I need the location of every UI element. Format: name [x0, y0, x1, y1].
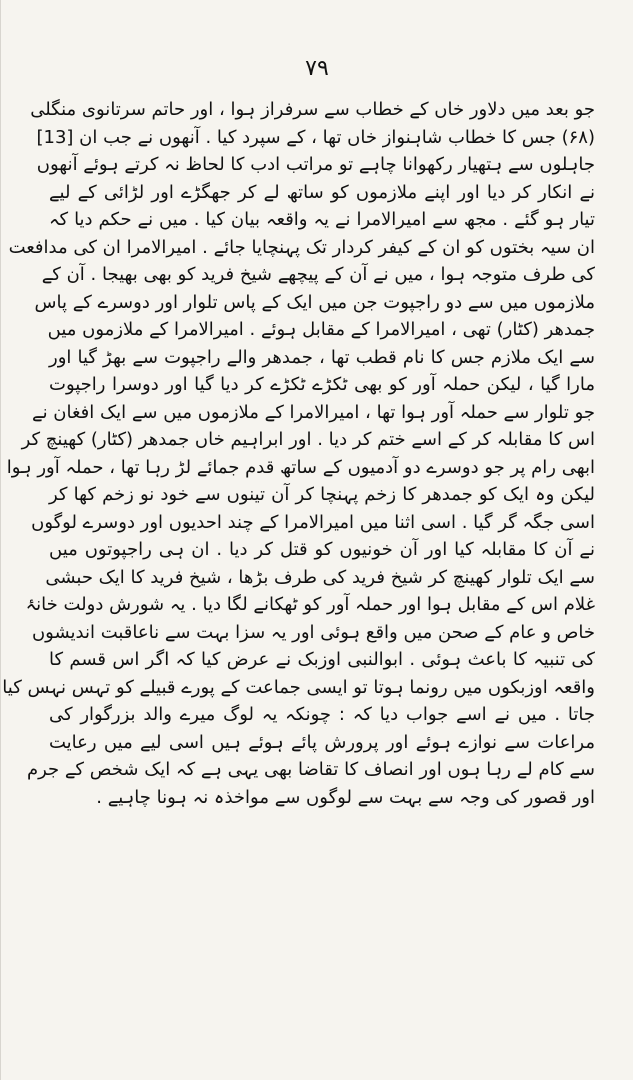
text-line: اور قصور کی وجہ سے بہت سے لوگوں سے مواخذہ نہ ہونا چاہیے .	[96, 786, 595, 808]
text-line: جاہلوں سے ہتھیار رکھوانا چاہے تو مراتب ادب کا لحاظ نہ کرتے ہوئے آنھوں	[36, 154, 595, 175]
text-line: نے آن کا مقابلہ کیا اور آن خونیوں کو قتل کر دیا . ان ہی راجپوتوں میں	[49, 539, 595, 560]
text-line: جاتا . میں نے اسے جواب دیا کہ : چونکہ یہ لوگ میرے والد بزرگوار کی	[49, 704, 595, 725]
text-line: لیکن وہ ایک کو جمدھر کا زخم پہنچا کر آن تینوں سے خود نو زخم کھا کر	[49, 484, 595, 505]
text-line: کی طرف متوجہ ہوا ، میں نے آن کے پیچھے شیخ فرید کو بھی بھیجا . آن کے	[41, 264, 595, 285]
text-line: اس کا مقابلہ کر کے اسے ختم کر دیا . اور ابراہیم خاں جمدھر (کٹار) کھینچ کر	[21, 429, 595, 450]
text-line: نے انکار کر دیا اور اپنے ملازموں کو ساتھ لے کر جھگڑے اور لڑائی کے لیے	[49, 181, 595, 203]
text-line: مراعات سے نوازے ہوئے اور پرورش پائے ہوئے ہیں اسی لیے میں رعایت	[49, 731, 595, 753]
text-line: جو بعد میں دلاور خاں کے خطاب سے سرفراز ہوا ، اور حاتم سرتانوی منگلی	[30, 99, 595, 120]
text-line: سے کام لے رہا ہوں اور انصاف کا تقاضا بھی یہی ہے کہ ایک شخص کے جرم	[26, 759, 595, 780]
text-line: سے ایک تلوار کھینچ کر شیخ فرید کی طرف بڑھا ، شیخ فرید کا ایک حبشی	[45, 566, 595, 588]
text-line: ملازموں میں سے دو راجپوت جن میں ایک کے پاس تلوار اور دوسرے کے پاس	[34, 291, 595, 313]
text-line: جمدھر (کٹار) تھی ، امیرالامرا کے مقابل ہوئے . امیرالامرا کے ملازموں میں	[47, 319, 595, 340]
text-line: مارا گیا ، لیکن حملہ آور کو بھی ٹکڑے ٹکڑے کر دیا گیا اور دوسرا راجپوت	[49, 374, 595, 395]
page-body-text	[2, 96, 595, 811]
text-line: تیار ہو گئے . مجھ سے امیرالامرا نے یہ واقعہ بیان کیا . میں نے حکم دیا کہ	[49, 209, 595, 230]
text-line: اسی جگہ گر گیا . اسی اثنا میں امیرالامرا کے چند احدیوں اور دوسرے لوگوں	[31, 511, 595, 533]
text-line: خاص و عام کے صحن میں واقع ہوئی اور یہ سزا بہت سے ناعاقبت اندیشوں	[31, 621, 595, 643]
text-line: (۶۸) جس کا خطاب شاہنواز خاں تھا ، کے سپرد کیا . آنھوں نے جب ان [13]	[36, 126, 595, 148]
text-line: سے ایک ملازم جس کا نام قطب تھا ، جمدھر والے راجپوت سے بھڑ گیا اور	[49, 346, 595, 368]
text-line: واقعہ اوزبکوں میں رونما ہوتا تو ایسی جماعت کے پورے قبیلے کو تہس نہس کیا	[2, 676, 595, 698]
page-number: ۷۹	[305, 56, 329, 81]
text-line: غلام اس کے مقابل ہوا اور حملہ آور کو ٹھکانے لگا دیا . یہ شورش دولت خانۂ	[25, 594, 595, 615]
text-line: جو تلوار سے حملہ آور ہوا تھا ، امیرالامرا کے ملازموں میں سے ایک افغان نے	[32, 401, 595, 423]
text-line: کی تنبیہ کا باعث ہوئی . ابوالنبی اوزبک نے عرض کیا کہ اگر اس قسم کا	[49, 649, 595, 670]
text-line: ابھی رام پر جو دوسرے دو آدمیوں کے ساتھ قدم جمائے لڑ رہا تھا ، حملہ آور ہوا	[6, 456, 595, 478]
text-line: ان سیہ بختوں کو ان کے کیفر کردار تک پہنچایا جائے . امیرالامرا ان کی مدافعت	[8, 236, 595, 258]
